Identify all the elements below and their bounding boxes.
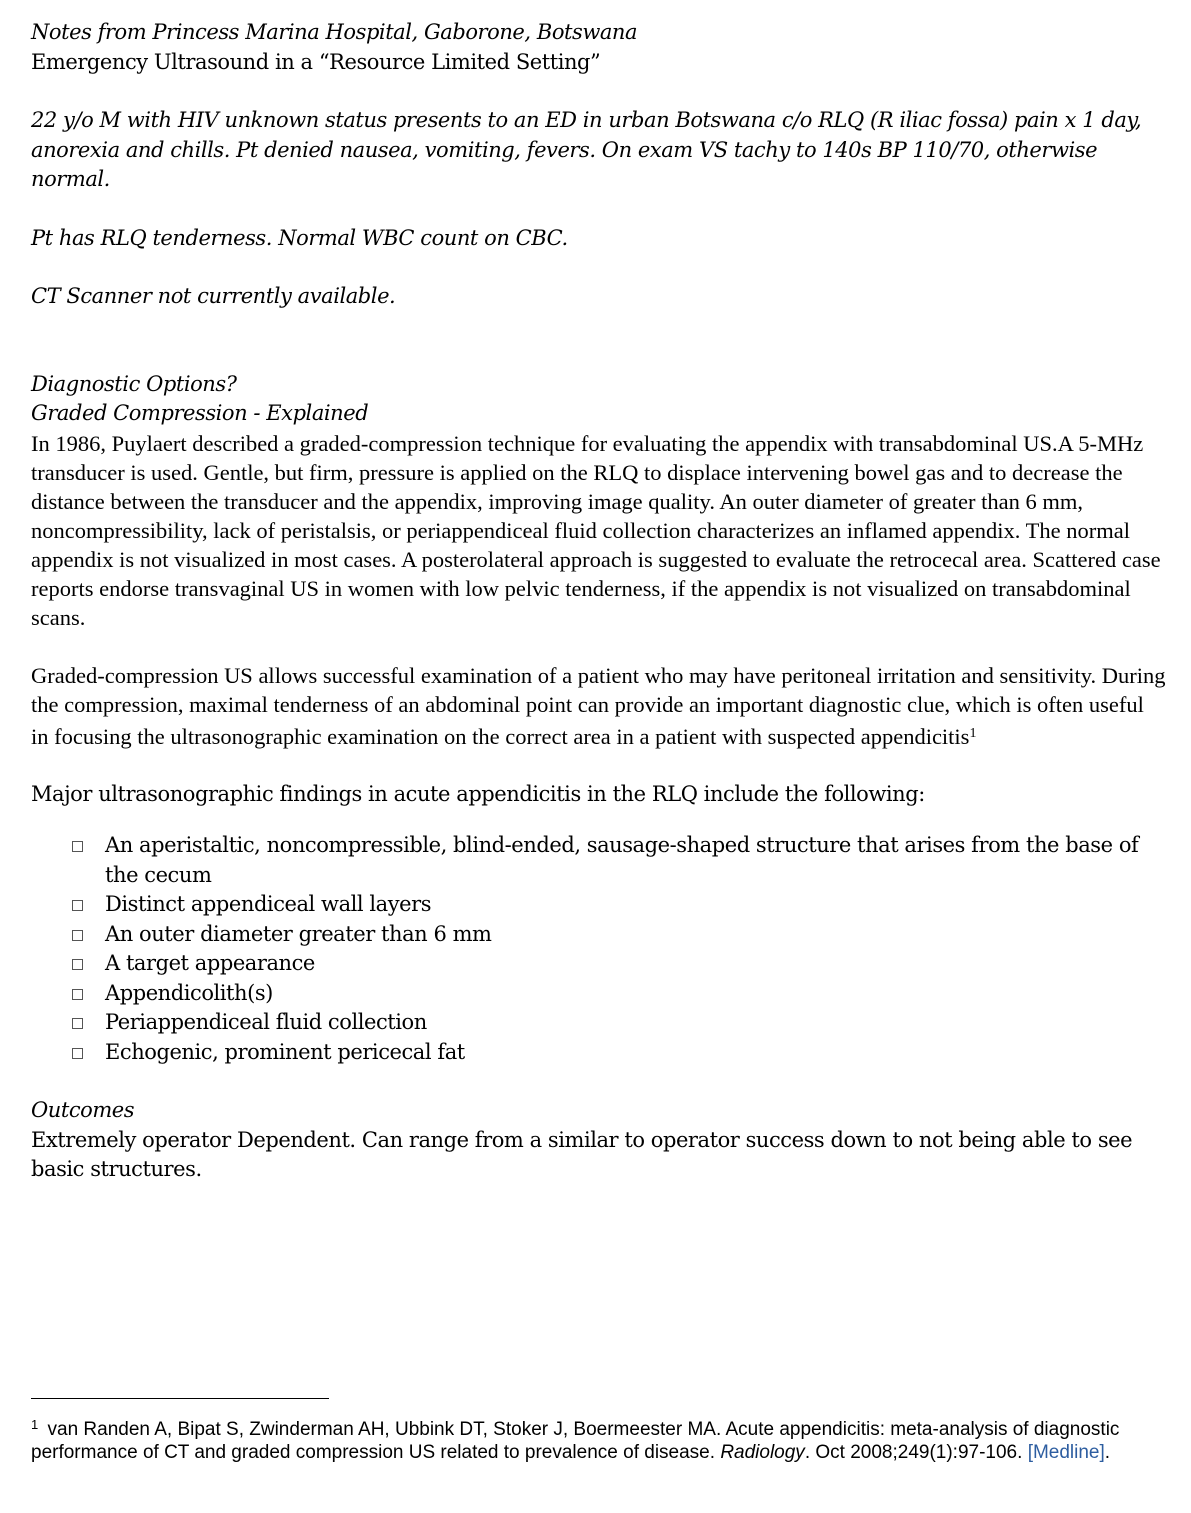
list-item (72, 979, 1166, 1009)
list-item (72, 920, 1166, 950)
outcomes-text: Extremely operator Dependent. Can range from a similar to operator success down to not being able to see basic structures. (31, 1127, 1133, 1181)
list-item-text: An outer diameter greater than 6 mm (105, 921, 492, 946)
checkbox-icon (72, 900, 83, 911)
list-item (72, 1008, 1166, 1038)
footnote-reference: 1 (969, 725, 977, 741)
case-exam: Pt has RLQ tenderness. Normal WBC count on CBC. (31, 225, 568, 250)
header-title: Emergency Ultrasound in a “Resource Limited Setting” (31, 49, 601, 74)
list-item-text: Appendicolith(s) (105, 980, 273, 1005)
case-ct-note: CT Scanner not currently available. (31, 284, 396, 308)
document-body (31, 18, 1166, 1185)
diagnostic-subheading: Graded Compression - Explained (31, 401, 369, 425)
list-item-text: A target appearance (105, 951, 315, 975)
checkbox-icon (72, 1048, 83, 1059)
list-item (72, 890, 1166, 920)
medline-link[interactable]: [Medline] (1027, 1442, 1105, 1463)
list-item (72, 949, 1166, 979)
footnote-journal: Radiology (720, 1442, 805, 1463)
findings-intro: Major ultrasonographic findings in acute appendicitis in the RLQ include the following: (31, 781, 925, 806)
footnote-citation: van Randen A, Bipat S, Zwinderman AH, Ubbink DT, Stoker J, Boermeester MA. Acute appendicitis: meta-analysis of diagnostic performance of CT and graded compression US related to prevalence of disease. (31, 1419, 1120, 1463)
diagnostic-heading: Diagnostic Options? (31, 371, 237, 396)
checkbox-icon (72, 1018, 83, 1029)
graded-compression-paragraph: In 1986, Puylaert described a graded-compression technique for evaluating the appendix with transabdominal US.A 5-MHz transducer is used. Gentle, but firm, pressure is applied on the RLQ to displace intervening bowel gas and to decrease the distance between the transducer and the appendix, improving image quality. An outer diameter of greater than 6 mm, noncompressibility, lack of peristalsis, or periappendiceal fluid collection characterizes an inflamed appendix. The normal appendix is not visualized in most cases. A posterolateral approach is suggested to evaluate the retrocecal area. Scattered case reports endorse transvaginal US in women with low pelvic tenderness, if the appendix is not visualized on transabdominal scans. (31, 430, 1161, 630)
checkbox-icon (72, 930, 83, 941)
checkbox-icon (72, 841, 83, 852)
list-item-text: Echogenic, prominent pericecal fat (105, 1039, 465, 1064)
findings-list (31, 831, 1166, 1067)
outcomes-heading: Outcomes (31, 1098, 135, 1122)
list-item (72, 831, 1166, 890)
case-presentation: 22 y/o M with HIV unknown status presents to an ED in urban Botswana c/o RLQ (R iliac fossa) pain x 1 day, anorexia and chills. Pt denied nausea, vomiting, fevers. On exam VS tachy to 140s BP 110/70, otherwise normal. (31, 108, 1142, 191)
list-item-text: Periappendiceal fluid collection (105, 1010, 427, 1034)
footnote-separator (31, 1398, 329, 1399)
list-item (72, 1038, 1166, 1068)
graded-compression-usage-paragraph (31, 661, 1166, 751)
usage-text: Graded-compression US allows successful examination of a patient who may have peritoneal irritation and sensitivity. During the compression, maximal tenderness of an abdominal point can provide an important diagnostic clue, which is often useful in focusing the ultrasonographic examination on the correct area in a patient with suspected appendicitis (31, 662, 1166, 749)
footnote-end: . (1104, 1442, 1111, 1463)
list-item-text: Distinct appendiceal wall layers (105, 892, 432, 916)
checkbox-icon (72, 989, 83, 1000)
header-hospital-line: Notes from Princess Marina Hospital, Gaborone, Botswana (31, 20, 638, 44)
footnote-mark: 1 (31, 1417, 39, 1432)
checkbox-icon (72, 959, 83, 970)
footnote (31, 1413, 1151, 1464)
footnote-details: . Oct 2008;249(1):97-106. (804, 1442, 1028, 1463)
list-item-text: An aperistaltic, noncompressible, blind-ended, sausage-shaped structure that arises from the base of the cecum (105, 833, 1139, 887)
